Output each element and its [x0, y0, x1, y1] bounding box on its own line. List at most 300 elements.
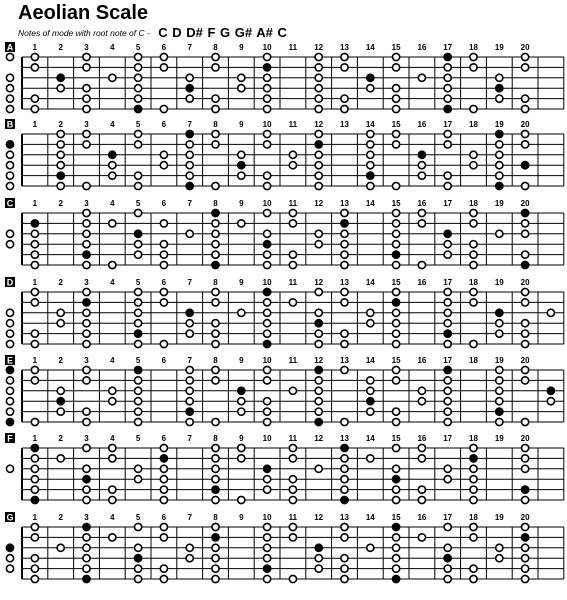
note-marker: [135, 320, 142, 327]
note-marker: [264, 141, 271, 148]
note-marker: [238, 444, 245, 451]
note-marker: [212, 230, 219, 237]
diagram-label: D: [6, 277, 14, 288]
note-marker-root: [135, 366, 142, 373]
fret-number: 4: [110, 43, 115, 52]
note-marker: [289, 534, 296, 541]
fret-number: 16: [417, 278, 427, 287]
note-marker: [496, 172, 503, 179]
open-string-marker: [6, 340, 13, 347]
fret-number: 18: [469, 43, 478, 52]
open-string-marker: [6, 398, 13, 405]
note-marker: [83, 309, 90, 316]
note-marker: [367, 309, 374, 316]
note-marker: [393, 465, 400, 472]
note-marker: [109, 534, 116, 541]
fret-number: 1: [32, 513, 38, 522]
note-marker: [160, 523, 167, 530]
fret-number: 14: [365, 278, 375, 287]
note-marker: [186, 544, 193, 551]
note-marker-root: [496, 309, 503, 316]
note-marker-root: [315, 141, 322, 148]
note-marker: [418, 455, 425, 462]
note-marker: [160, 299, 167, 306]
note-marker: [393, 220, 400, 227]
note-marker: [444, 172, 451, 179]
note-marker: [444, 288, 451, 295]
note-marker: [444, 377, 451, 384]
note-marker: [393, 418, 400, 425]
fret-number: 2: [58, 43, 63, 52]
note-marker: [289, 299, 296, 306]
note-marker: [135, 544, 142, 551]
fretboard-f: [5, 433, 564, 504]
note-marker: [341, 486, 348, 493]
note-marker: [522, 575, 529, 582]
note-marker: [83, 261, 90, 268]
note-marker: [83, 555, 90, 562]
note-marker-root: [393, 299, 400, 306]
note-marker: [470, 575, 477, 582]
fret-number: 2: [58, 513, 63, 522]
fret-number: 19: [494, 513, 504, 522]
note-marker-root: [212, 534, 219, 541]
note-marker: [444, 398, 451, 405]
fret-number: 17: [443, 43, 453, 52]
note-marker: [315, 172, 322, 179]
note-marker-root: [367, 74, 374, 81]
note-marker: [496, 230, 503, 237]
note-marker-root: [522, 209, 529, 216]
open-string-marker-root: [6, 366, 13, 373]
note-marker: [522, 320, 529, 327]
open-string-marker: [6, 241, 13, 248]
fret-number: 1: [32, 120, 38, 129]
note-marker: [444, 465, 451, 472]
note-marker: [315, 85, 322, 92]
note-marker: [57, 320, 64, 327]
note-marker: [367, 387, 374, 394]
note-marker: [315, 151, 322, 158]
note-marker: [109, 398, 116, 405]
note-marker: [264, 476, 271, 483]
note-marker: [393, 496, 400, 503]
note-marker: [264, 95, 271, 102]
note-marker: [83, 320, 90, 327]
note-marker: [289, 251, 296, 258]
note-marker: [264, 366, 271, 373]
note-marker: [496, 544, 503, 551]
note-marker: [367, 544, 374, 551]
note-marker: [160, 53, 167, 60]
note-marker: [31, 565, 38, 572]
note-marker: [135, 387, 142, 394]
fret-number: 12: [314, 278, 324, 287]
note-marker: [444, 309, 451, 316]
fret-number: 20: [520, 199, 530, 208]
note-marker: [470, 251, 477, 258]
note-marker-root: [160, 455, 167, 462]
note-marker-root: [393, 251, 400, 258]
fret-number: 7: [187, 199, 192, 208]
note-marker-root: [522, 261, 529, 268]
fret-number: 16: [417, 356, 427, 365]
note-marker: [418, 162, 425, 169]
fret-number: 11: [288, 434, 298, 443]
note-marker: [315, 408, 322, 415]
note-marker: [393, 340, 400, 347]
note-marker: [522, 340, 529, 347]
note-marker-root: [341, 444, 348, 451]
note-marker: [135, 141, 142, 148]
fret-number: 11: [288, 513, 298, 522]
note-marker: [212, 444, 219, 451]
open-string-marker: [6, 74, 13, 81]
fretboard-c: [5, 198, 564, 269]
note-marker-root: [83, 251, 90, 258]
note-marker: [393, 565, 400, 572]
note-marker: [522, 220, 529, 227]
fret-number: 3: [84, 278, 89, 287]
scale-notes: C D D# F G G# A# C: [158, 25, 287, 41]
fret-number: 17: [443, 278, 453, 287]
note-marker: [212, 241, 219, 248]
note-marker: [418, 220, 425, 227]
note-marker: [444, 241, 451, 248]
note-marker: [57, 408, 64, 415]
fret-number: 15: [391, 513, 401, 522]
note-marker: [109, 74, 116, 81]
fret-number: 13: [340, 43, 349, 52]
note-marker: [109, 162, 116, 169]
note-marker: [496, 366, 503, 373]
note-marker: [212, 330, 219, 337]
note-marker: [315, 330, 322, 337]
note-marker: [83, 64, 90, 71]
note-marker-root: [212, 209, 219, 216]
open-string-marker: [6, 387, 13, 394]
note-marker-root: [83, 299, 90, 306]
note-marker: [83, 534, 90, 541]
note-marker: [418, 74, 425, 81]
note-marker: [444, 408, 451, 415]
note-marker: [135, 64, 142, 71]
note-marker-root: [31, 220, 38, 227]
note-marker: [496, 74, 503, 81]
note-marker: [57, 455, 64, 462]
note-marker: [289, 455, 296, 462]
open-string-marker-root: [6, 418, 13, 425]
note-marker: [289, 496, 296, 503]
note-marker: [522, 64, 529, 71]
note-marker: [264, 309, 271, 316]
note-marker: [109, 387, 116, 394]
note-marker: [264, 172, 271, 179]
note-marker: [341, 340, 348, 347]
diagram-label: E: [6, 355, 14, 366]
note-marker: [212, 64, 219, 71]
note-marker: [341, 251, 348, 258]
fret-number: 2: [58, 120, 63, 129]
note-marker-root: [444, 230, 451, 237]
note-marker: [264, 575, 271, 582]
note-marker-root: [186, 309, 193, 316]
note-marker: [109, 486, 116, 493]
note-marker: [57, 162, 64, 169]
note-marker: [470, 565, 477, 572]
note-marker: [83, 220, 90, 227]
open-string-marker-root: [6, 141, 13, 148]
note-marker: [289, 476, 296, 483]
note-marker: [135, 465, 142, 472]
note-marker: [160, 565, 167, 572]
fret-number: 1: [32, 278, 38, 287]
note-marker: [393, 486, 400, 493]
fret-number: 4: [110, 199, 115, 208]
note-marker: [522, 130, 529, 137]
fret-number: 16: [417, 434, 427, 443]
fret-number: 12: [314, 199, 324, 208]
fret-number: 5: [135, 513, 141, 522]
note-marker: [31, 523, 38, 530]
fret-number: 5: [135, 120, 141, 129]
note-marker: [31, 53, 38, 60]
fret-number: 7: [187, 434, 192, 443]
note-marker: [315, 53, 322, 60]
open-string-marker: [6, 330, 13, 337]
note-marker-root: [522, 534, 529, 541]
note-marker: [212, 105, 219, 112]
note-marker: [470, 241, 477, 248]
note-marker: [367, 377, 374, 384]
note-marker-root: [109, 151, 116, 158]
note-marker-root: [264, 465, 271, 472]
note-marker-root: [496, 130, 503, 137]
fret-number: 18: [469, 199, 478, 208]
note-marker: [109, 455, 116, 462]
note-marker: [522, 465, 529, 472]
note-marker: [289, 220, 296, 227]
open-string-marker: [6, 172, 13, 179]
fret-number: 4: [110, 434, 115, 443]
note-marker: [444, 387, 451, 394]
note-marker: [186, 95, 193, 102]
note-marker: [315, 241, 322, 248]
note-marker: [470, 444, 477, 451]
fret-number: 10: [262, 278, 272, 287]
note-marker: [31, 288, 38, 295]
note-marker: [470, 465, 477, 472]
note-marker: [315, 398, 322, 405]
note-marker: [522, 53, 529, 60]
note-marker: [341, 261, 348, 268]
note-marker: [31, 534, 38, 541]
note-marker: [212, 377, 219, 384]
note-marker-root: [83, 523, 90, 530]
note-marker: [57, 544, 64, 551]
note-marker: [135, 476, 142, 483]
fret-number: 7: [187, 356, 192, 365]
fret-number: 20: [520, 434, 530, 443]
note-marker-root: [444, 330, 451, 337]
note-marker: [238, 398, 245, 405]
note-marker: [393, 95, 400, 102]
note-marker: [83, 444, 90, 451]
note-marker: [444, 64, 451, 71]
note-marker: [496, 418, 503, 425]
fret-number: 5: [135, 356, 141, 365]
note-marker: [289, 209, 296, 216]
note-marker: [341, 209, 348, 216]
fret-number: 8: [213, 278, 218, 287]
fret-number: 15: [391, 356, 401, 365]
fret-number: 4: [110, 120, 115, 129]
note-marker-root: [315, 544, 322, 551]
note-marker: [522, 455, 529, 462]
note-marker: [367, 408, 374, 415]
note-marker: [393, 366, 400, 373]
note-marker: [57, 182, 64, 189]
fret-number: 10: [262, 120, 272, 129]
fret-number: 3: [84, 43, 89, 52]
note-marker: [160, 105, 167, 112]
fret-number: 14: [365, 43, 375, 52]
fret-number: 13: [340, 513, 349, 522]
fret-number: 20: [520, 278, 530, 287]
note-marker: [289, 151, 296, 158]
note-marker: [496, 141, 503, 148]
fret-number: 9: [239, 43, 244, 52]
note-marker: [212, 575, 219, 582]
note-marker: [31, 241, 38, 248]
note-marker: [264, 398, 271, 405]
note-marker: [393, 230, 400, 237]
fretboard-b: [5, 119, 564, 190]
note-marker: [212, 455, 219, 462]
fret-number: 8: [213, 513, 218, 522]
note-marker: [470, 496, 477, 503]
note-marker: [315, 377, 322, 384]
note-marker: [264, 320, 271, 327]
note-marker-root: [496, 182, 503, 189]
fret-number: 5: [135, 43, 141, 52]
note-marker: [522, 377, 529, 384]
fret-number: 8: [213, 199, 218, 208]
note-marker: [31, 486, 38, 493]
note-marker: [31, 299, 38, 306]
note-marker: [522, 182, 529, 189]
note-marker: [160, 241, 167, 248]
note-marker: [135, 398, 142, 405]
note-marker: [135, 575, 142, 582]
note-marker: [341, 555, 348, 562]
note-marker: [238, 309, 245, 316]
note-marker-root: [135, 230, 142, 237]
note-marker: [186, 74, 193, 81]
open-string-marker: [6, 565, 13, 572]
note-marker: [135, 299, 142, 306]
fret-number: 1: [32, 199, 38, 208]
note-marker: [31, 377, 38, 384]
note-marker: [522, 299, 529, 306]
fret-number: 19: [494, 199, 504, 208]
fret-number: 3: [84, 199, 89, 208]
note-marker: [186, 555, 193, 562]
note-marker: [238, 172, 245, 179]
fret-number: 17: [443, 513, 453, 522]
fret-number: 13: [340, 199, 349, 208]
note-marker: [135, 418, 142, 425]
fret-number: 17: [443, 120, 453, 129]
note-marker-root: [522, 162, 529, 169]
note-marker: [83, 130, 90, 137]
note-marker: [57, 309, 64, 316]
note-marker-root: [83, 476, 90, 483]
note-marker-root: [341, 220, 348, 227]
note-marker: [83, 408, 90, 415]
note-marker: [186, 330, 193, 337]
fret-number: 6: [161, 278, 167, 287]
note-marker: [83, 182, 90, 189]
note-marker: [31, 261, 38, 268]
note-marker: [341, 523, 348, 530]
note-marker: [367, 141, 374, 148]
note-marker: [496, 320, 503, 327]
note-marker: [135, 288, 142, 295]
note-marker: [496, 151, 503, 158]
note-marker: [547, 398, 554, 405]
page-title: Aeolian Scale: [18, 2, 149, 24]
note-marker: [83, 209, 90, 216]
open-string-marker: [6, 465, 13, 472]
note-marker: [186, 320, 193, 327]
note-marker: [83, 366, 90, 373]
note-marker: [418, 387, 425, 394]
fret-number: 14: [365, 513, 375, 522]
note-marker: [212, 366, 219, 373]
fret-number: 9: [239, 513, 244, 522]
note-marker-root: [522, 486, 529, 493]
fret-number: 11: [288, 43, 298, 52]
note-marker: [496, 330, 503, 337]
note-marker: [264, 251, 271, 258]
note-marker-root: [264, 340, 271, 347]
fret-number: 19: [494, 356, 504, 365]
note-marker: [470, 105, 477, 112]
note-marker: [367, 182, 374, 189]
note-marker: [341, 288, 348, 295]
note-marker: [418, 444, 425, 451]
note-marker: [160, 251, 167, 258]
note-marker: [522, 555, 529, 562]
note-marker: [264, 230, 271, 237]
fret-number: 15: [391, 43, 401, 52]
note-marker-root: [135, 330, 142, 337]
open-string-marker: [6, 182, 13, 189]
note-marker: [522, 105, 529, 112]
note-marker: [212, 496, 219, 503]
fret-number: 5: [135, 434, 141, 443]
note-marker: [393, 53, 400, 60]
open-string-marker: [6, 151, 13, 158]
note-marker: [186, 230, 193, 237]
note-marker: [83, 544, 90, 551]
note-marker: [444, 74, 451, 81]
note-marker-root: [444, 555, 451, 562]
note-marker-root: [83, 575, 90, 582]
note-marker-root: [367, 398, 374, 405]
fret-number: 7: [187, 43, 192, 52]
